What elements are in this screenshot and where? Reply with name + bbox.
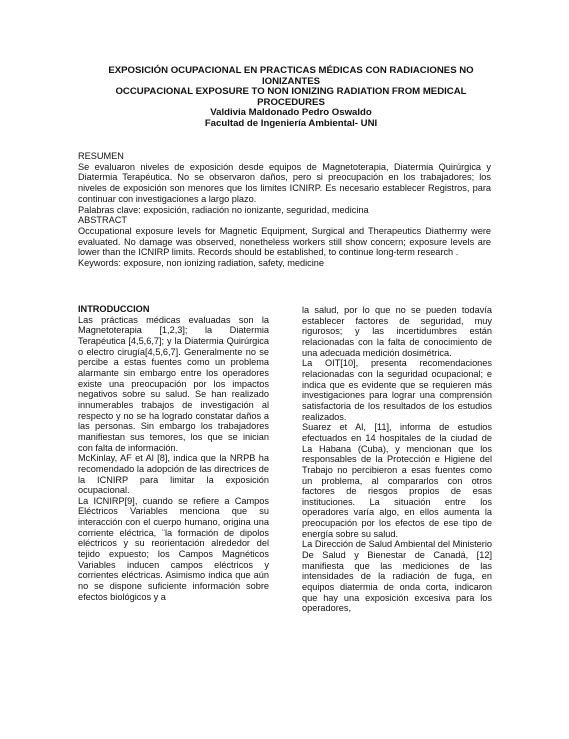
intro-paragraph: Las prácticas médicas evaluadas son la Magnetoterapia [1,2,3]; la Diatermia Terapéutica [4,5,6,7]; y la Diatermia Quirúrgica o electro cirugía[4,5,6,7]. Generalmente no se percibe a estas fuentes como un problema alarmante sin embargo entre los operadores existe una preocupación por los impactos negativos sobre su salud. Se han realizado innumerables trabajos de investigación al respecto y no se ha logrado constatar daños a las personas. Sin embargo los trabajadores manifiestan sus temores, los que se inician con falta de información. bbox=[78, 314, 269, 453]
intro-paragraph: la salud, por lo que no se pueden todavía establecer factores de seguridad, muy rigurosos; y las incertidumbres están relacionadas con la falta de conocimiento de una adecuada medición dosimétrica. bbox=[302, 305, 492, 358]
right-column bbox=[302, 305, 492, 614]
left-column bbox=[78, 304, 269, 602]
abstract-heading: ABSTRACT bbox=[78, 215, 128, 226]
intro-paragraph: La ICNIRP[9], cuando se refiere a Campos Eléctricos Variables menciona que su interacción con el cuerpo humano, origina una corriente eléctrica, ¨la formación de dipolos eléctricos y su reorientación alrededor del tejido expuesto; los Campos Magnéticos Variables inducen campos eléctricos y corrientes eléctricas. Asimismo indica que aún no se dispone suficiente información sobre efectos biológicos y a bbox=[78, 495, 269, 602]
title-block bbox=[66, 66, 516, 130]
abstract-text: Occupational exposure levels for Magnetic Equipment, Surgical and Therapeutics Diathermy were evaluated. No damage was observed, nonetheless workers still show concern; exposure levels are lower than the ICNIRP limits. Records should be established, to continue long-term research . bbox=[78, 225, 491, 258]
intro-paragraph: La Dirección de Salud Ambiental del Ministerio De Salud y Bienestar de Canadá, [12] manifiesta que las mediciones de las intensidades de la radiación de fuga, en equipos diatermia de onda corta, indicaron que hay una exposición excesiva para los operadores, bbox=[302, 539, 492, 614]
author-affiliation: Facultad de Ingeniería Ambiental- UNI bbox=[204, 117, 378, 129]
spanish-title-line-2: IONIZANTES bbox=[261, 75, 321, 87]
resumen-text: Se evaluaron niveles de exposición desde equipos de Magnetoterapia, Diatermia Quirúrgica y Diatermia Terapéutica. No se observaron daños, pero si preocupación en los trabajadores; los niveles de exposición son menores que los limites ICNIRP. Es necesario establecer Registros, para continuar con investigaciones a largo plazo. bbox=[78, 161, 491, 204]
intro-paragraph: La OIT[10], presenta recomendaciones relacionadas con la seguridad ocupacional; e indica que es evidente que se requieren más investigaciones para lograr una comprensión satisfactoria de los resultados de los estudios realizados. bbox=[302, 358, 492, 422]
abstract-keywords: Keywords: exposure, non ionizing radiation, safety, medicine bbox=[78, 258, 324, 269]
english-title-line-1: OCCUPACIONAL EXPOSURE TO NON IONIZING RADIATION FROM MEDICAL bbox=[115, 86, 467, 98]
summary-block bbox=[78, 151, 491, 269]
intro-paragraph: McKinlay, AF et Al [8], indica que la NRPB ha recomendado la adopción de las directrices de la ICNIRP para limitar la exposición ocupacional. bbox=[78, 453, 269, 496]
author-name: Valdivia Maldonado Pedro Oswaldo bbox=[210, 107, 372, 119]
english-title-line-2: PROCEDURES bbox=[257, 96, 325, 108]
intro-paragraph: Suarez et Al, [11], informa de estudios efectuados en 14 hospitales de la ciudad de La Habana (Cuba), y mencionan que los responsables de la Protección e Higiene del Trabajo no percibieron a esas fuentes como un problema, al compararlos con otros factores de riesgos propios de esas instituciones. La situación entre los operadores varía algo, en ellos aumenta la preocupación por los efectos de ese tipo de energía sobre su salud. bbox=[302, 422, 492, 539]
resumen-heading: RESUMEN bbox=[78, 151, 124, 161]
resumen-keywords: Palabras clave: exposición, radiación no ionizante, seguridad, medicina bbox=[78, 204, 369, 215]
spanish-title-line-1: EXPOSICIÓN OCUPACIONAL EN PRACTICAS MÉDICAS CON RADIACIONES NO bbox=[108, 65, 474, 76]
introduccion-heading: INTRODUCCION bbox=[78, 304, 150, 314]
